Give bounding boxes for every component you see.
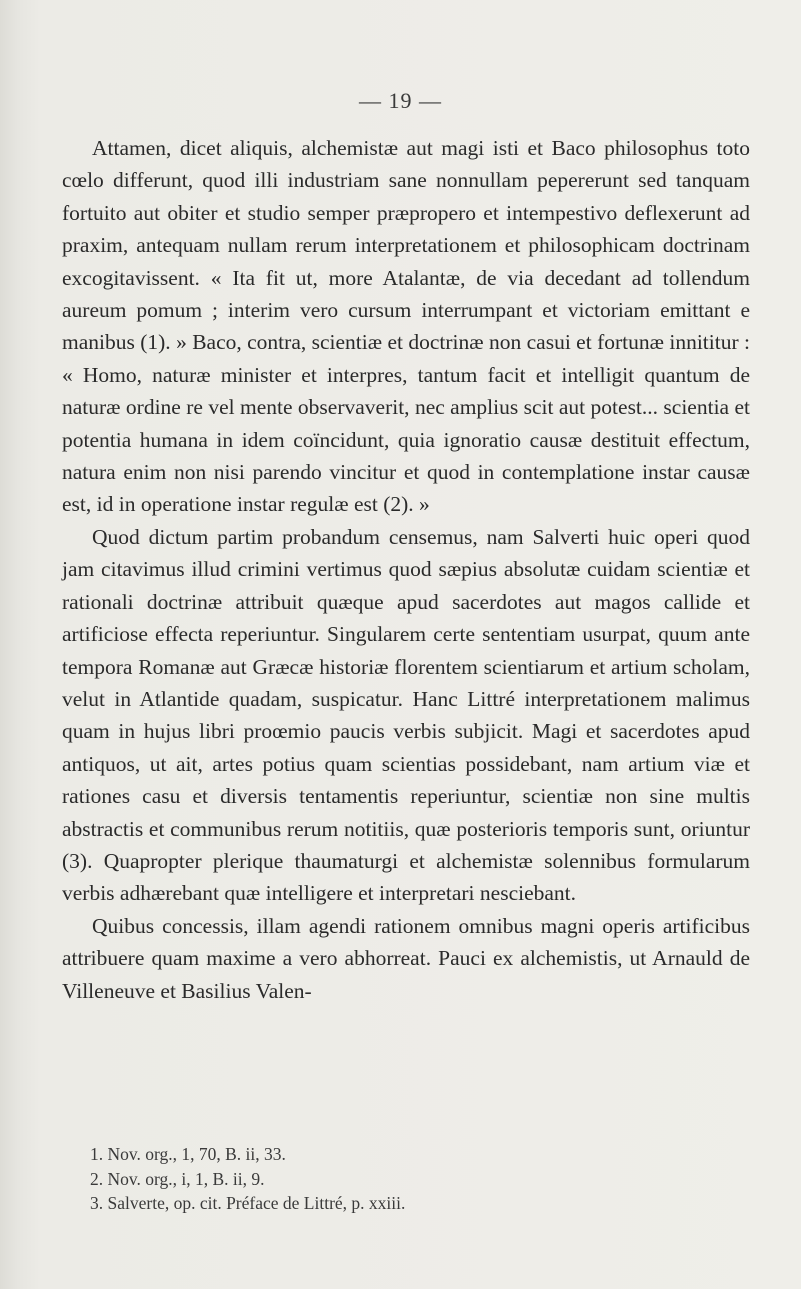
paragraph: Attamen, dicet aliquis, alchemistæ aut magi isti et Baco philosophus toto cœlo differunt, quod illi industriam sane nonnullam pepererunt sed tanquam fortuito aut obiter et studio semper præpropero et intempestivo deflexerunt ad praxim, antequam nullam rerum interpretationem et philosophicam doctrinam excogitavissent. « Ita fit ut, more Atalantæ, de via decedant ad tollendum aureum pomum ; interim vero cursum interrumpant et victoriam emittant e manibus (1). » Baco, contra, scientiæ et doctrinæ non casui et fortunæ innititur : « Homo, naturæ minister et interpres, tantum facit et intelligit quantum de naturæ ordine re vel mente observaverit, nec amplius scit aut potest... scientia et potentia humana in idem coïncidunt, quia ignoratio causæ destituit effectum, natura enim non nisi parendo vincitur et quod in contemplatione instar causæ est, id in operatione instar regulæ est (2). » (62, 136, 750, 517)
footnote: 1. Nov. org., 1, 70, B. ii, 33. (90, 1144, 286, 1164)
main-text (62, 132, 750, 1007)
footnote: 3. Salverte, op. cit. Préface de Littré, p. xxiii. (90, 1193, 406, 1213)
paragraph: Quibus concessis, illam agendi rationem omnibus magni operis artificibus attribuere quam maxime a vero abhorreat. Pauci ex alchemistis, ut Arnauld de Villeneuve et Basilius Valen- (62, 913, 750, 1003)
paragraph: Quod dictum partim probandum censemus, nam Salverti huic operi quod jam citavimus illud crimini vertimus quod sæpius absolutæ cuidam scientiæ et rationali doctrinæ attribuit quæque apud sacerdotes aut magos callide et artificiose effecta reperiuntur. Singularem certe sententiam usurpat, quum ante tempora Romanæ aut Græcæ historiæ florentem scientiarum et artium scholam, velut in Atlantide quadam, suspicatur. Hanc Littré interpretationem malimus quam in hujus libri proœmio paucis verbis subjicit. Magi et sacerdotes apud antiquos, ut ait, artes potius quam scientias possidebant, nam artium viæ et rationes casu et diversis tentamentis reperiuntur, scientiæ non sine multis abstractis et communibus rerum notitiis, quæ posterioris temporis sunt, oriuntur (3). Quapropter plerique thaumaturgi et alchemistæ solennibus formularum verbis adhærebant quæ intelligere et interpretari nesciebant. (62, 524, 750, 906)
footnote: 2. Nov. org., i, 1, B. ii, 9. (90, 1168, 265, 1189)
footnotes (90, 1142, 730, 1216)
page-number: — 19 — (359, 88, 442, 113)
